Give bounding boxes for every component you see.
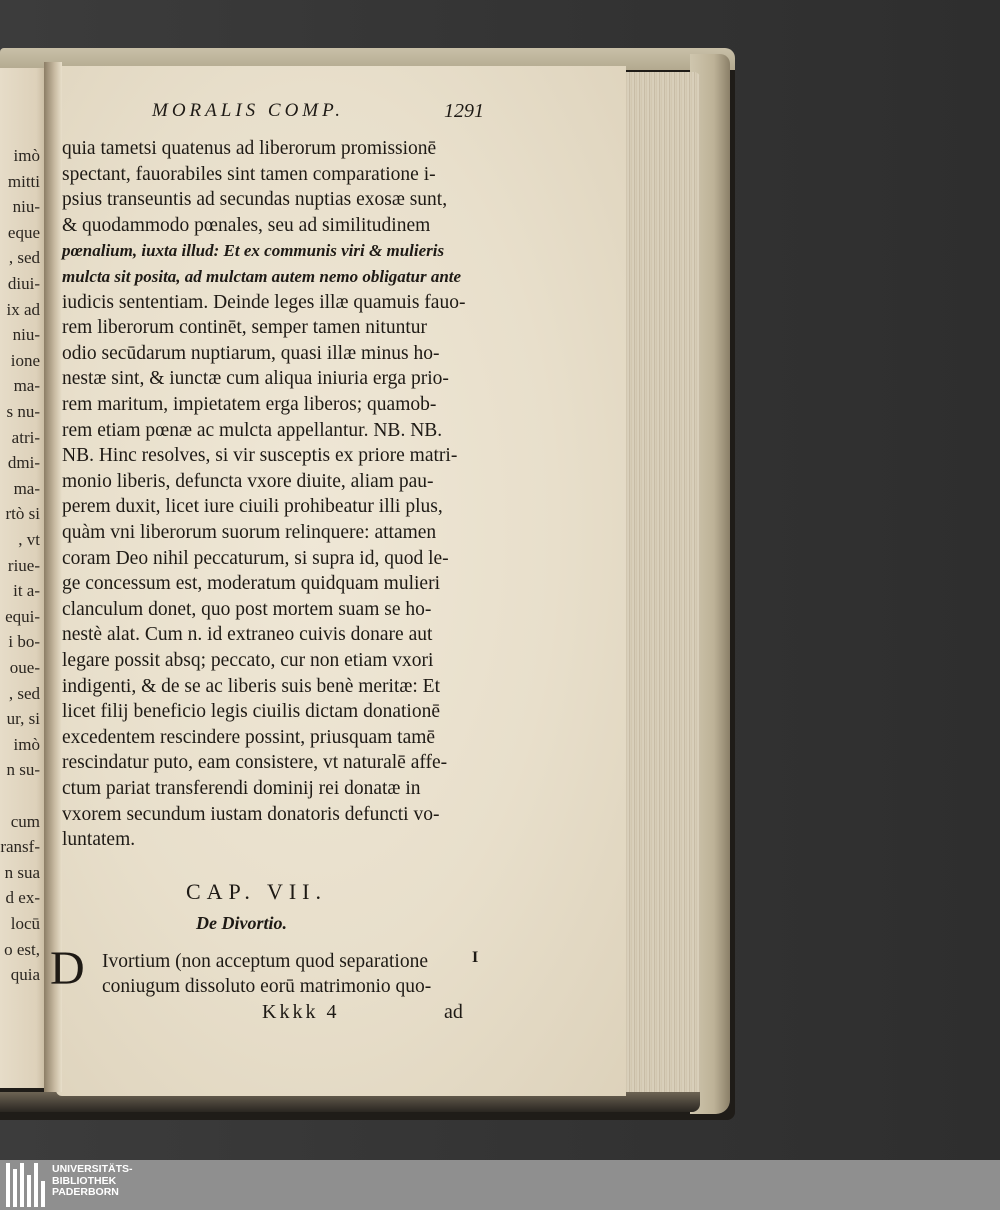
text-line: nestæ sint, & iunctæ cum aliqua iniuria erga prio- xyxy=(62,368,449,390)
gutter xyxy=(44,62,62,1092)
text-line: nestè alat. Cum n. id extraneo cuivis donare aut xyxy=(62,624,433,646)
text-line: rescindatur puto, eam consistere, vt naturalē affe- xyxy=(62,752,448,774)
text-line: legare possit absq; peccato, cur non etiam vxori xyxy=(62,650,434,671)
left-page-fragment: ma- xyxy=(13,376,40,396)
drop-cap: D xyxy=(50,941,85,995)
logo-line-1: UNIVERSITÄTS- xyxy=(52,1163,133,1175)
text-line: psius transeuntis ad secundas nuptias exosæ sunt, xyxy=(62,189,448,211)
left-page-fragment: eque xyxy=(7,222,40,242)
left-page-fragment: ix ad xyxy=(6,299,40,319)
left-page-fragment: o est, xyxy=(4,939,40,959)
chapter-subtitle: De Divortio. xyxy=(196,912,287,933)
text-line: NB. Hinc resolves, si vir susceptis ex priore matri- xyxy=(62,445,458,467)
text-line: vxorem secundum iustam donatoris defuncti vo- xyxy=(62,803,440,825)
left-page-fragment: niu- xyxy=(12,197,40,217)
left-page-fragment: ransf- xyxy=(0,837,40,857)
left-page-fragment: mitti xyxy=(7,171,40,191)
text-line: ctum pariat transferendi dominij rei donatæ in xyxy=(62,778,421,799)
left-page-fragment: dmi- xyxy=(7,453,40,473)
signature-mark: Kkkk 4 xyxy=(262,1000,340,1023)
text-line: ge concessum est, moderatum quidquam mulieri xyxy=(62,573,440,595)
margin-mark: I xyxy=(472,948,479,966)
text-line: coniugum dissoluto eorū matrimonio quo- xyxy=(102,976,432,998)
text-line: quàm vni liberorum suorum relinquere: attamen xyxy=(62,522,437,543)
left-page-fragment: imò xyxy=(13,734,40,754)
left-page-fragment: riue- xyxy=(7,555,40,575)
logo-line-2: BIBLIOTHEK xyxy=(52,1174,117,1187)
text-line: spectant, fauorabiles sint tamen comparatione i- xyxy=(62,163,436,185)
text-line: mulcta sit posita, ad mulctam autem nemo obligatur ante xyxy=(62,267,462,286)
left-page-fragment: ione xyxy=(10,350,40,370)
text-line: perem duxit, licet iure ciuili prohibeatur illi plus, xyxy=(62,496,443,518)
left-page-fragment: oue- xyxy=(9,658,40,677)
logo-line-3: PADERBORN xyxy=(52,1186,119,1198)
text-line: rem liberorum continēt, semper tamen nituntur xyxy=(62,317,427,339)
left-page-fragment: , sed xyxy=(8,683,40,703)
text-line: indigenti, & de se ac liberis suis benè meritæ: Et xyxy=(62,675,441,697)
left-page-fragment: equi- xyxy=(5,606,40,626)
footer-bar xyxy=(0,1160,1000,1210)
running-head: MORALIS COMP. xyxy=(152,100,345,121)
text-line: clanculum donet, quo post mortem suam se ho- xyxy=(62,598,432,620)
left-page-fragment: rtò si xyxy=(5,504,40,524)
text-line: coram Deo nihil peccaturum, si supra id, quod le- xyxy=(62,547,449,569)
left-page-fragment: locū xyxy=(10,914,40,933)
left-page-fragment: imò xyxy=(13,146,40,165)
text-line: iudicis sententiam. Deinde leges illæ quamuis fauo- xyxy=(62,291,466,313)
left-page-fragment: ma- xyxy=(13,478,40,498)
left-page-fragment: diui- xyxy=(7,274,40,293)
library-logo-icon xyxy=(6,1163,46,1207)
library-logo-text xyxy=(52,1164,133,1199)
text-line: excedentem rescindere possint, priusquam tamē xyxy=(62,726,436,748)
text-line: quia tametsi quatenus ad liberorum promissionē xyxy=(62,138,437,159)
left-page-fragment: i bo- xyxy=(8,632,40,652)
text-line: licet filij beneficio legis ciuilis dictam donationē xyxy=(62,701,440,723)
left-page-fragment: cum xyxy=(10,811,40,831)
left-page-fragment: ur, si xyxy=(6,709,40,729)
text-line: Ivortium (non acceptum quod separatione xyxy=(102,950,428,972)
left-page-fragment: d ex- xyxy=(5,888,40,908)
left-page-fragment: n su- xyxy=(6,760,40,780)
chapter-heading: CAP. VII. xyxy=(186,878,328,904)
text-line: odio secūdarum nuptiarum, quasi illæ minus ho- xyxy=(62,342,440,364)
left-page-fragment: , vt xyxy=(18,530,40,549)
text-line: luntatem. xyxy=(62,829,136,851)
catchword: ad xyxy=(444,1000,463,1023)
left-page-fragment: it a- xyxy=(13,581,40,601)
text-line: rem maritum, impietatem erga liberos; quamob- xyxy=(62,394,437,415)
text-line: & quodammodo pœnales, seu ad similitudinem xyxy=(62,214,431,236)
left-page-fragment: atri- xyxy=(11,427,40,447)
left-page-fragment: niu- xyxy=(12,325,40,345)
text-line: pœnalium, iuxta illud: Et ex communis viri & mulieris xyxy=(62,241,445,261)
left-page-fragment: n sua xyxy=(4,862,40,882)
page-number: 1291 xyxy=(444,100,484,122)
text-line: rem etiam pœnæ ac mulcta appellantur. NB. NB. xyxy=(62,419,443,441)
left-page-fragment: s nu- xyxy=(6,402,40,421)
left-page-fragment: quia xyxy=(10,965,40,985)
left-page-fragment: , sed xyxy=(8,248,40,268)
text-line: monio liberis, defuncta vxore diuite, aliam pau- xyxy=(62,470,434,492)
